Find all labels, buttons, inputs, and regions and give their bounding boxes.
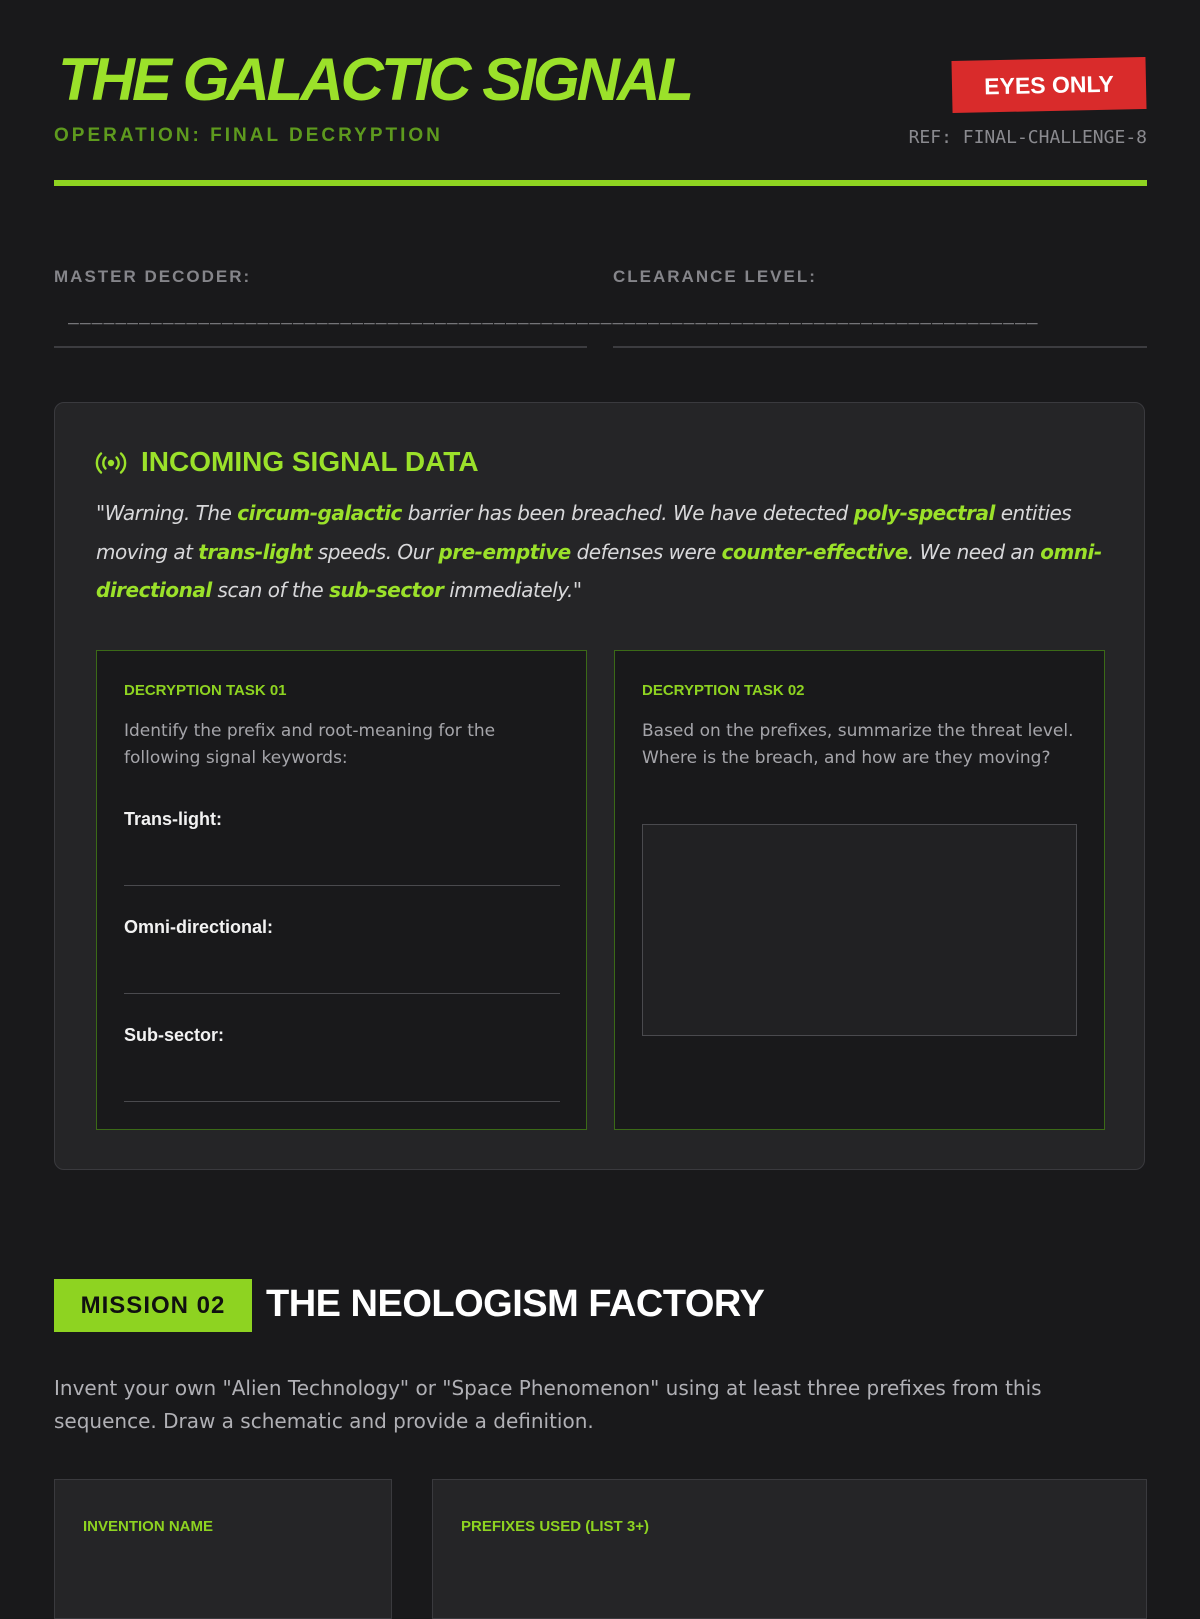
- task-01-instructions: Identify the prefix and root-meaning for the following signal keywords:: [124, 721, 496, 768]
- signal-quote-text: immediately.": [443, 578, 582, 602]
- prefixes-used-card[interactable]: [432, 1479, 1147, 1619]
- signal-keyword: sub-sector: [329, 578, 444, 602]
- threat-summary-answer-box[interactable]: [642, 824, 1077, 1036]
- invention-name-card[interactable]: [54, 1479, 392, 1619]
- clearance-level-field[interactable]: [613, 346, 1147, 348]
- signal-keyword: trans-light: [198, 539, 312, 564]
- keyword-sub-sector-answer[interactable]: [124, 1101, 560, 1102]
- task-02-heading: DECRYPTION TASK 02: [642, 682, 805, 699]
- signal-keyword: pre-emptive: [438, 539, 571, 564]
- signal-keyword: omni-directional: [96, 539, 1102, 602]
- signal-quote-text: scan of the: [211, 578, 330, 602]
- signal-quote-text: . We need an: [907, 539, 1041, 564]
- clearance-level-label: CLEARANCE LEVEL:: [613, 267, 817, 286]
- signal-keyword: counter-effective: [721, 539, 908, 564]
- signal-keyword: circum-galactic: [237, 501, 402, 525]
- keyword-trans-light-answer[interactable]: [124, 885, 560, 886]
- keyword-omni-directional-answer[interactable]: [124, 993, 560, 994]
- master-decoder-label: MASTER DECODER:: [54, 267, 252, 286]
- operation-subtitle: OPERATION: FINAL DECRYPTION: [54, 125, 443, 146]
- header-divider: [54, 180, 1147, 186]
- signal-section-title: INCOMING SIGNAL DATA: [141, 446, 479, 477]
- task-02-instructions: Based on the prefixes, summarize the threat level. Where is the breach, and how are they moving?: [642, 721, 1074, 768]
- keyword-sub-sector-label: Sub-sector:: [124, 1025, 225, 1045]
- signal-keyword: poly-spectral: [853, 501, 995, 525]
- reference-code: REF: FINAL-CHALLENGE-8: [908, 127, 1147, 148]
- eyes-only-stamp: EYES ONLY: [951, 57, 1146, 113]
- decryption-task-02: [614, 650, 1105, 1130]
- keyword-trans-light-label: Trans-light:: [124, 809, 222, 829]
- signal-quote-text: barrier has been breached. We have detected: [401, 501, 854, 525]
- page-title: THE GALACTIC SIGNAL: [58, 46, 691, 113]
- decryption-task-01: [96, 650, 587, 1130]
- signal-quote: [96, 494, 1106, 610]
- mission-title: THE NEOLOGISM FACTORY: [266, 1283, 765, 1325]
- broadcast-signal-icon: [95, 450, 127, 476]
- master-decoder-field[interactable]: [54, 346, 587, 348]
- prefixes-used-label: PREFIXES USED (LIST 3+): [461, 1518, 649, 1535]
- name-entry-dashes: __________________________________________________________________________________: [68, 304, 1039, 325]
- mission-badge: MISSION 02: [54, 1279, 252, 1332]
- invention-name-label: INVENTION NAME: [83, 1518, 214, 1535]
- signal-quote-text: defenses were: [570, 539, 722, 564]
- signal-quote-text: "Warning. The: [96, 501, 238, 525]
- mission-instructions: Invent your own "Alien Technology" or "Space Phenomenon" using at least three prefixes from this sequence. Draw a schematic and provide a definition.: [54, 1376, 1042, 1433]
- signal-quote-text: entities moving at: [96, 501, 1072, 564]
- keyword-omni-directional-label: Omni-directional:: [124, 917, 274, 937]
- task-01-heading: DECRYPTION TASK 01: [124, 682, 287, 699]
- signal-quote-text: speeds. Our: [312, 539, 439, 564]
